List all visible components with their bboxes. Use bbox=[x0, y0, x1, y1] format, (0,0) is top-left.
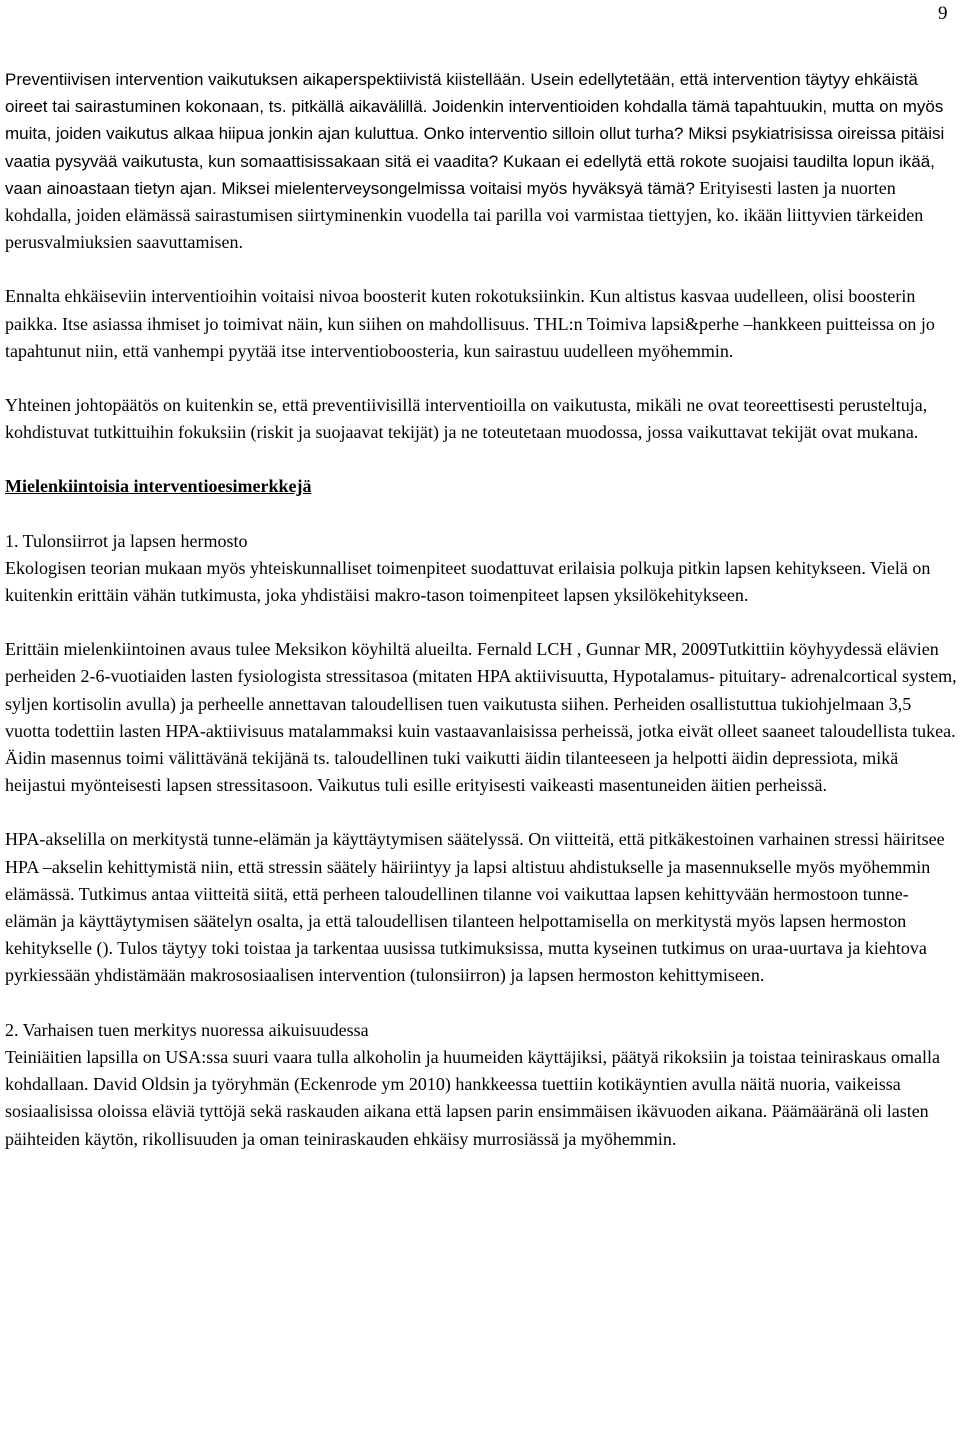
section-heading: Mielenkiintoisia interventioesimerkkejä bbox=[5, 476, 312, 497]
spacer bbox=[5, 990, 957, 1017]
paragraph-text: Erityisesti lasten ja nuorten kohdalla, joiden elämässä sairastumisen siirtyminenkin vuodella tai parilla voi varmistaa tiettyjen, ko. ikään liittyvien tärkeiden perusvalmiuksien saavuttamisen. bbox=[5, 177, 924, 253]
spacer bbox=[5, 799, 957, 826]
page-number: 9 bbox=[938, 3, 948, 24]
paragraph-text: Preventiivisen intervention vaikutuksen aikaperspektiivistä kiistellään. Usein edellytetään, että intervention täytyy ehkäistä oireet tai sairastuminen kokonaan, ts. pitkällä aikavälillä. Joidenkin interventioiden kohdalla tämä tapahtuukin, mutta on myös muita, joiden vaikutus alkaa hiipua jonkin ajan kuluttua. Onko interventio silloin ollut turha? bbox=[5, 70, 944, 144]
spacer bbox=[5, 609, 957, 636]
example-2-title: 2. Varhaisen tuen merkitys nuoressa aikuisuudessa bbox=[5, 1019, 369, 1040]
spacer bbox=[5, 446, 957, 473]
spacer bbox=[5, 501, 957, 528]
paragraph-text: Miksi psykiatrisissa oireissa pitäisi vaatia pysyvää vaikutusta, kun somaattisissakaan sitä ei vaadita? bbox=[5, 124, 945, 171]
spacer bbox=[5, 365, 957, 392]
example-1-title: 1. Tulonsiirrot ja lapsen hermosto bbox=[5, 530, 248, 551]
paragraph-boosters: Ennalta ehkäiseviin interventioihin voitaisi nivoa boosterit kuten rokotuksiinkin. Kun altistus kasvaa uudelleen, olisi boosterin paikka. Itse asiassa ihmiset jo toimivat näin, kun siihen on mahdollisuus. THL:n Toimiva lapsi&perhe –hankkeen puitteissa on jo tapahtunut niin, että vanhempi pyytää itse interventioboosteria, kun sairastuu uudelleen myöhemmin. bbox=[5, 286, 935, 361]
example-2-text: Teiniäitien lapsilla on USA:ssa suuri vaara tulla alkoholin ja huumeiden käyttäjiksi, päätyä rikoksiin ja toistaa teiniraskaus omalla kohdallaan. David Oldsin ja työryhmän (Eckenrode ym 2010) hankkeessa tuettiin kotikäyntien avulla näitä nuoria, vaikeissa sosiaalisissa oloissa eläviä tyttöjä sekä raskauden aikana että lapsen parin ensimmäisen ikävuoden aikana. Päämääränä oli lasten päihteiden käytön, rikollisuuden ja oman teiniraskauden ehkäisy murrosiässä ja myöhemmin. bbox=[5, 1046, 941, 1149]
spacer bbox=[5, 256, 957, 283]
example-1-study: Erittäin mielenkiintoinen avaus tulee Meksikon köyhiltä alueilta. Fernald LCH , Gunnar MR, 2009Tutkittiin köyhyydessä elävien perheiden 2-6-vuotiaiden lasten fysiologista stressitasoa (mitaten HPA aktiivisuutta, Hypotalamus- pituitary- adrenalcortical system, syljen kortisolin avulla) ja perheelle annettavan taloudellisen tuen vaikutusta siihen. Perheiden osallistuttua tukiohjelmaan 3,5 vuotta todettiin lasten HPA-aktiivisuus matalammaksi kuin vastaavanlaisissa perheissä, jotka eivät olleet saaneet taloudellista tukea. Äidin masennus toimi välittävänä tekijänä ts. taloudellinen tuki vaikutti äidin tilanteeseen ja helpotti äidin depressiota, mikä heijastui myönteisesti lapsen stressitasoon. Vaikutus tuli esille erityisesti vaikeasti masentuneiden äitien perheissä. bbox=[5, 639, 957, 796]
paragraph-conclusion: Yhteinen johtopäätös on kuitenkin se, että preventiivisillä interventioilla on vaikutusta, mikäli ne ovat teoreettisesti perusteltuja, kohdistuvat tutkittuihin fokuksiin (riskit ja suojaavat tekijät) ja ne toteutetaan muodossa, jossa vaikuttavat tekijät ovat mukana. bbox=[5, 395, 928, 443]
example-1-intro: Ekologisen teorian mukaan myös yhteiskunnalliset toimenpiteet suodattuvat erilaisia polkuja pitkin lapsen kehitykseen. Vielä on kuitenkin erittäin vähän tutkimusta, joka yhdistäisi makro-tason toimenpiteet lapsen yksilökehitykseen. bbox=[5, 557, 931, 606]
document-body bbox=[5, 66, 957, 1153]
paragraph-text: Kukaan ei edellytä että rokote suojaisi taudilta lopun ikää, vaan ainoastaan tietyn ajan. Miksei mielenterveysongelmissa voitaisi myös hyväksyä tämä? bbox=[5, 151, 935, 198]
paragraph-prevention-timeframe bbox=[5, 66, 957, 256]
example-1-hpa: HPA-akselilla on merkitystä tunne-elämän ja käyttäytymisen säätelyssä. On viitteitä, että pitkäkestoinen varhainen stressi häiritsee HPA –akselin kehittymistä niin, että stressin säätely häiriintyy ja lapsi altistuu ahdistukselle ja masennukselle myös myöhemmin elämässä. Tutkimus antaa viitteitä siitä, että perheen taloudellinen tilanne voi vaikuttaa lapsen kehittyvään hermostoon tunne- elämän ja käyttäytymisen säätelyn osalta, ja että taloudellisen tilanteen helpottamisella on merkitystä myös lapsen hermoston kehitykselle (). Tulos täytyy toki toistaa ja tarkentaa uusissa tutkimuksissa, mutta kyseinen tutkimus on uraa-uurtava ja kiehtova pyrkiessään yhdistämään makrososiaalisen intervention (tulonsiirron) ja lapsen hermoston kehittymiseen. bbox=[5, 829, 945, 986]
